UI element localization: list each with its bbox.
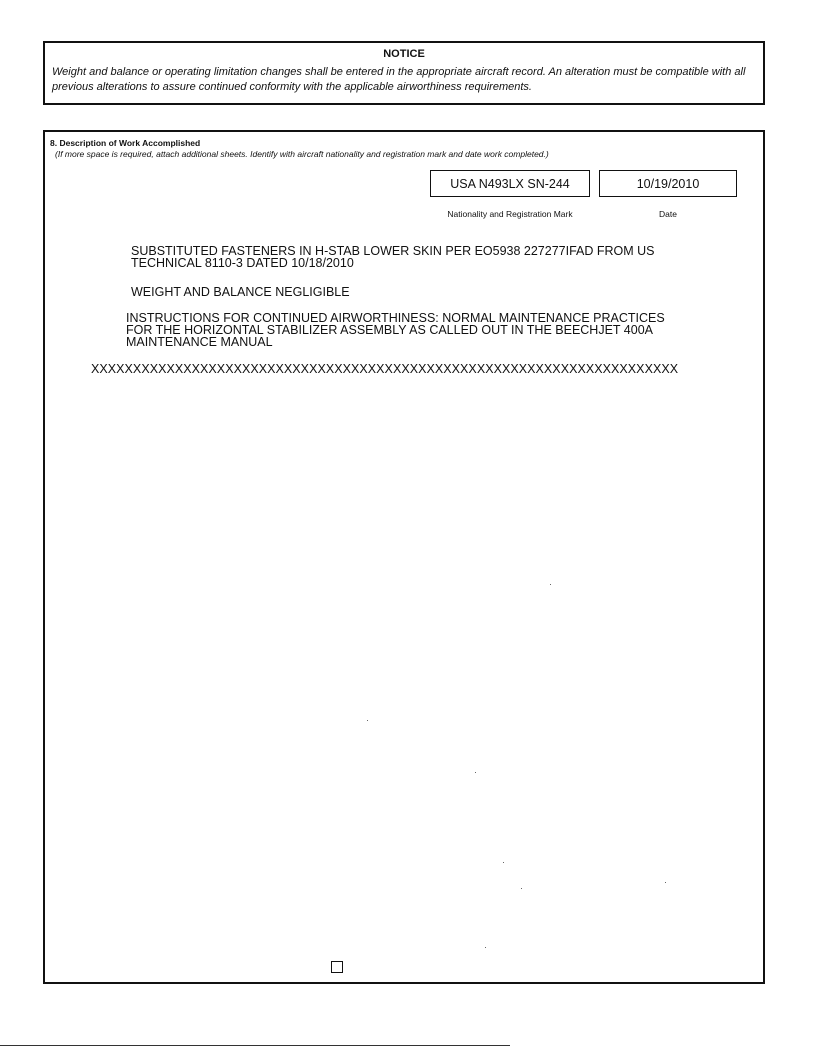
scan-speck xyxy=(665,882,666,883)
work-line-instructions: INSTRUCTIONS FOR CONTINUED AIRWORTHINESS: NORMAL MAINTENANCE PRACTICES FOR THE HORIZONTAL STABILIZER ASSEMBLY AS CALLED OUT IN THE BEECHJET 400A MAINTENANCE MANUAL xyxy=(126,311,665,349)
date-label: Date xyxy=(659,209,677,219)
terminator-line: XXXXXXXXXXXXXXXXXXXXXXXXXXXXXXXXXXXXXXXXXXXXXXXXXXXXXXXXXXXXXXXXXXXXXX xyxy=(91,362,679,376)
continuation-checkbox[interactable] xyxy=(331,961,343,973)
registration-mark-field[interactable]: USA N493LX SN-244 xyxy=(430,170,590,197)
work-description-section xyxy=(43,130,765,984)
work-line-weight-balance: WEIGHT AND BALANCE NEGLIGIBLE xyxy=(131,285,350,299)
scan-speck xyxy=(550,584,551,585)
scan-speck xyxy=(367,720,368,721)
registration-mark-label: Nationality and Registration Mark xyxy=(447,209,573,219)
scan-speck xyxy=(503,862,504,863)
scan-speck xyxy=(485,947,486,948)
notice-title: NOTICE xyxy=(383,48,425,60)
section-title: 8. Description of Work Accomplished xyxy=(50,138,201,148)
date-field[interactable]: 10/19/2010 xyxy=(599,170,737,197)
work-line-fasteners: SUBSTITUTED FASTENERS IN H-STAB LOWER SKIN PER EO5938 227277IFAD FROM US TECHNICAL 8110-3 DATED 10/18/2010 xyxy=(131,244,655,270)
bottom-rule xyxy=(0,1045,510,1046)
scan-speck xyxy=(475,772,476,773)
notice-box xyxy=(43,41,765,105)
section-instructions: (If more space is required, attach additional sheets. Identify with aircraft nationality and registration mark and date work completed.) xyxy=(55,149,549,159)
notice-text: Weight and balance or operating limitation changes shall be entered in the appropriate aircraft record. An alteration must be compatible with all previous alterations to assure continued conformity with the applicable airworthiness requirements. xyxy=(52,66,746,93)
scan-speck xyxy=(521,888,522,889)
